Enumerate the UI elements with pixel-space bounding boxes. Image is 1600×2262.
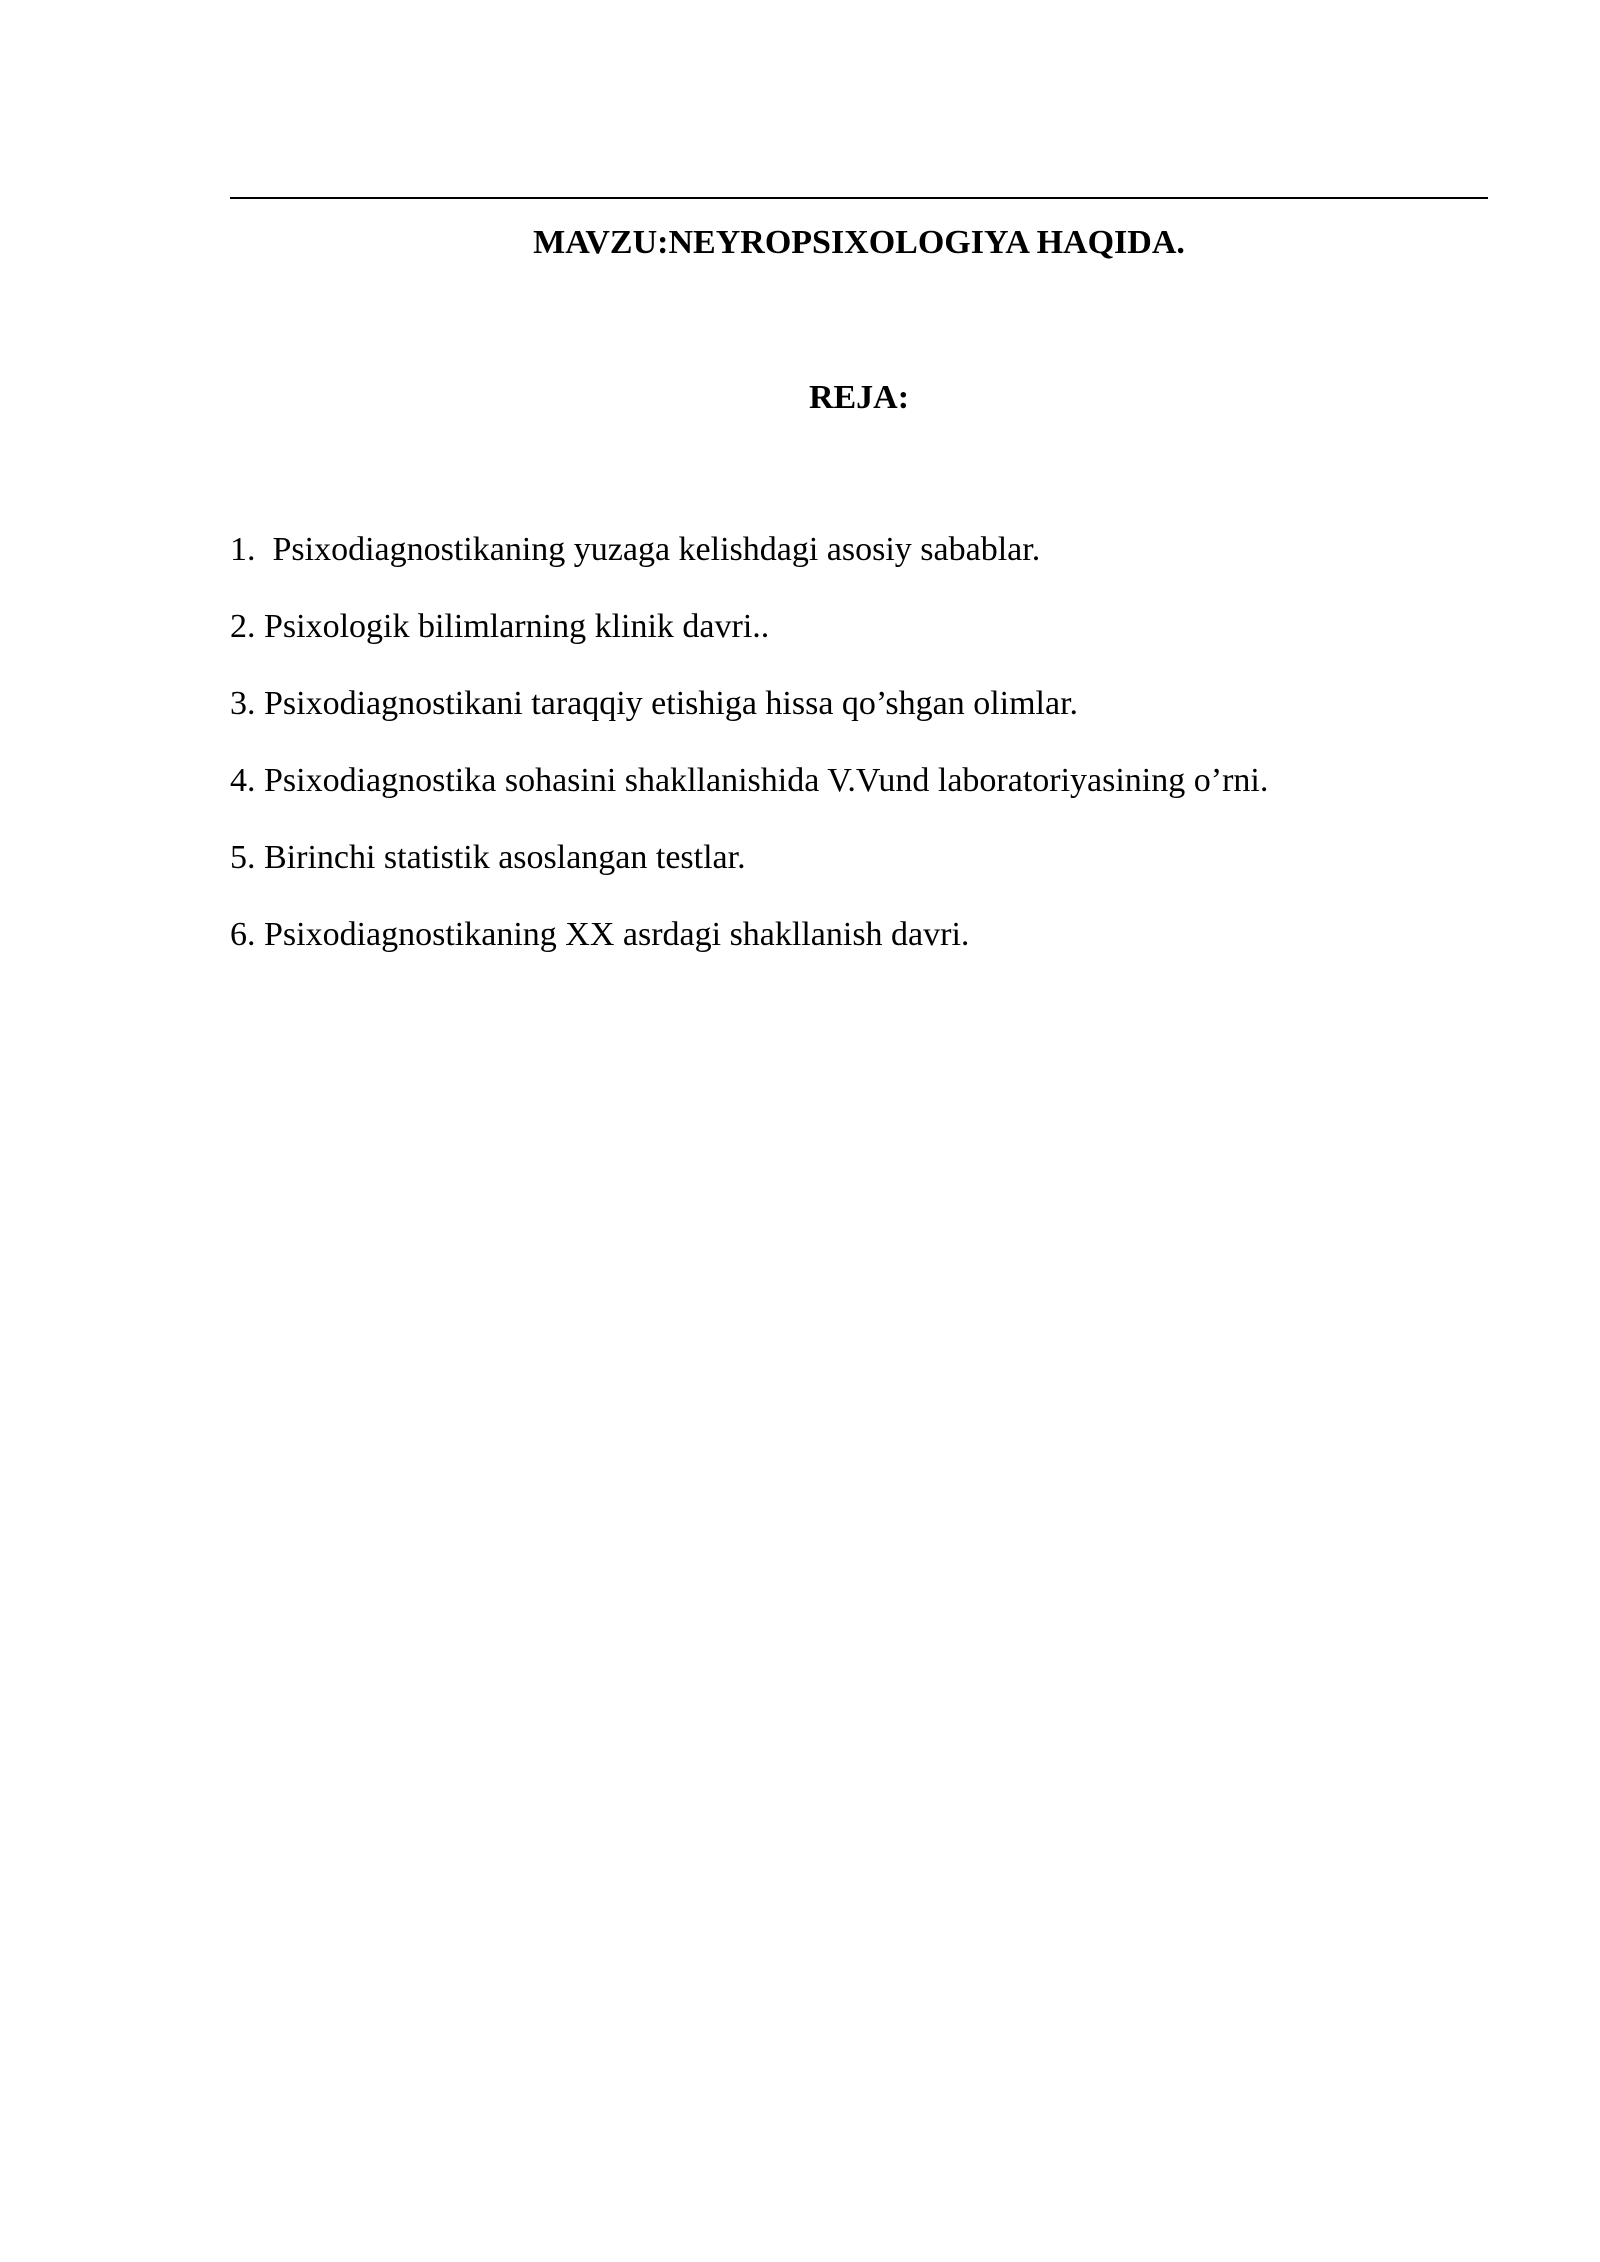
document-title: MAVZU:NEYROPSIXOLOGIYA HAQIDA. — [533, 224, 1185, 261]
top-horizontal-rule — [230, 197, 1488, 199]
plan-item: 3. Psixodiagnostikani taraqqiy etishiga hissa qo’shgan olimlar. — [230, 685, 1079, 722]
plan-list — [230, 527, 1488, 989]
plan-heading: REJA: — [808, 379, 910, 416]
plan-item: 5. Birinchi statistik asoslangan testlar. — [230, 839, 746, 876]
plan-item: 1. Psixodiagnostikaning yuzaga kelishdagi asosiy sabablar. — [230, 531, 1041, 568]
plan-item: 2. Psixologik bilimlarning klinik davri.. — [230, 608, 770, 645]
plan-item: 6. Psixodiagnostikaning XX asrdagi shakllanish davri. — [230, 916, 970, 953]
plan-item: 4. Psixodiagnostika sohasini shakllanishida V.Vund laboratoriyasining o’rni. — [230, 762, 1269, 799]
